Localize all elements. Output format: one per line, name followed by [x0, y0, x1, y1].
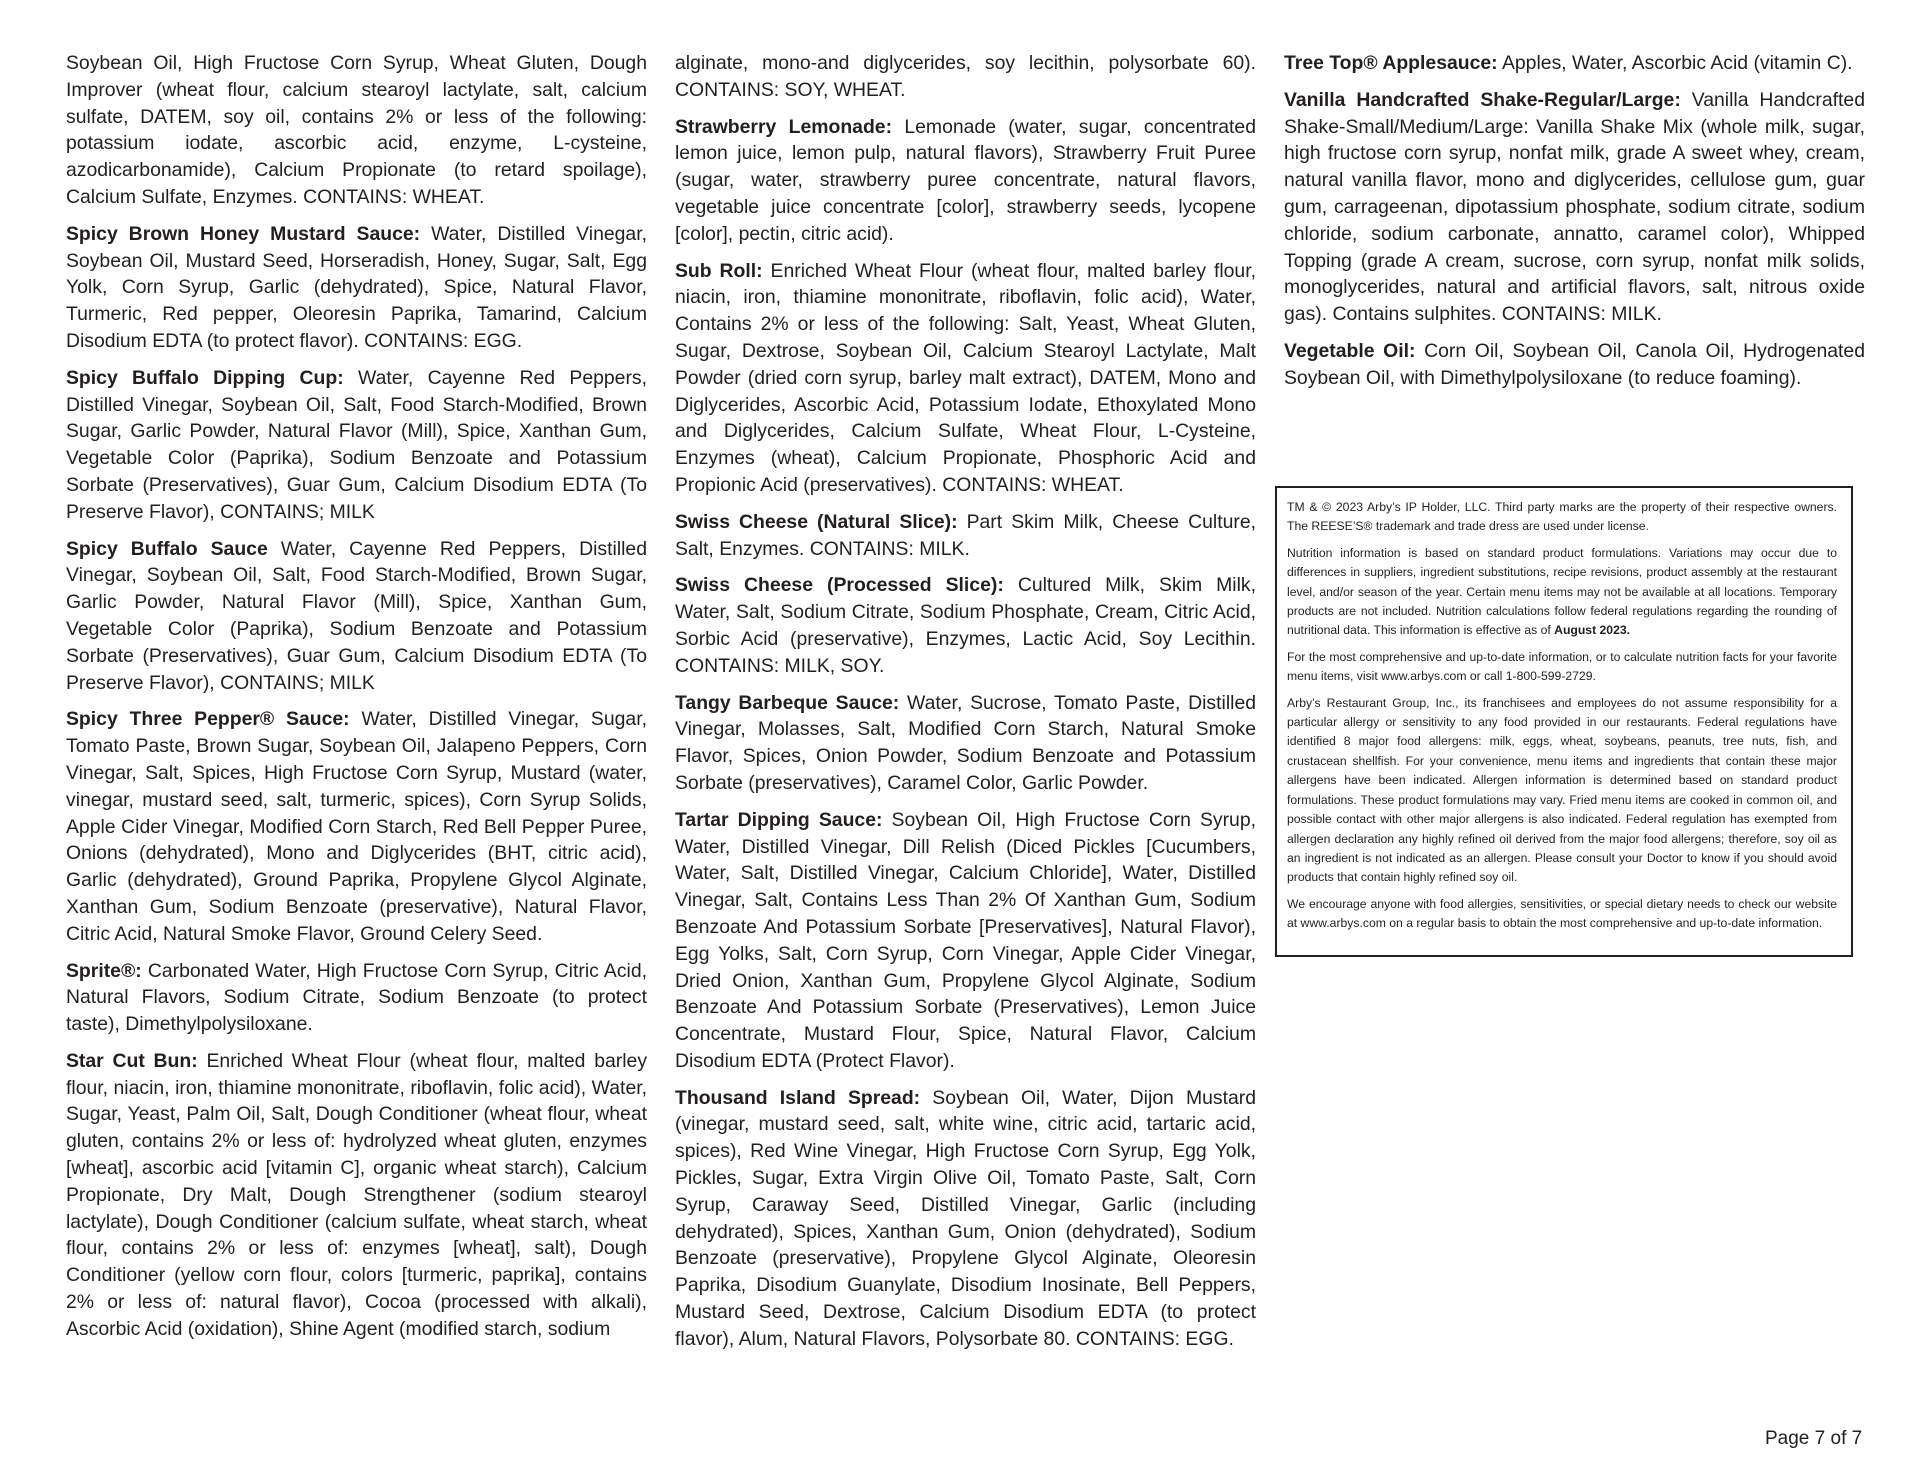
nutrition-info-notice: Nutrition information is based on standard product formulations. Variations may occur due to differences in suppliers, ingredient substitutions, recipe revisions, product assembly at the restaurant level, and/or season of the year. Certain menu items may not be available at all locations. Temporary products are not included. Nutrition calculations follow federal regulations regarding the rounding of nutritional data. This information is effective as of August 2023.	[1287, 545, 1837, 638]
ingredient-entry: Soybean Oil, High Fructose Corn Syrup, Wheat Gluten, Dough Improver (wheat flour, calcium stearoyl lactylate, salt, calcium sulfate, DATEM, soy oil, contains 2% or less of the following: potassium iodate, ascorbic acid, enzyme, L-cysteine, azodicarbonamide), Calcium Propionate (to retard spoilage), Calcium Sulfate, Enzymes. CONTAINS: WHEAT.	[66, 52, 647, 208]
ingredient-entry: Spicy Brown Honey Mustard Sauce: Water, Distilled Vinegar, Soybean Oil, Mustard Seed, Horseradish, Honey, Sugar, Salt, Egg Yolk, Corn Syrup, Garlic (dehydrated), Spice, Natural Flavor, Turmeric, Red pepper, Oleoresin Paprika, Tamarind, Calcium Disodium EDTA (to protect flavor). CONTAINS: EGG.	[66, 222, 647, 352]
ingredient-entry: Spicy Buffalo Dipping Cup: Water, Cayenne Red Peppers, Distilled Vinegar, Soybean Oil, Salt, Food Starch-Modified, Brown Sugar, Garlic Powder, Natural Flavor (Mill), Spice, Xanthan Gum, Vegetable Color (Paprika), Sodium Benzoate and Potassium Sorbate (Preservatives), Guar Gum, Calcium Disodium EDTA (To Preserve Flavor), CONTAINS; MILK	[66, 366, 647, 523]
ingredient-entry: Strawberry Lemonade: Lemonade (water, sugar, concentrated lemon juice, lemon pulp, natural flavors), Strawberry Fruit Puree (sugar, water, strawberry puree concentrate, natural flavors, vegetable juice concentrate [color], strawberry seeds, lycopene [color], pectin, citric acid).	[675, 115, 1256, 245]
ingredient-entry: Swiss Cheese (Natural Slice): Part Skim Milk, Cheese Culture, Salt, Enzymes. CONTAINS: MILK.	[675, 510, 1256, 560]
effective-date: August 2023.	[1554, 623, 1631, 638]
ingredient-entry: Star Cut Bun: Enriched Wheat Flour (wheat flour, malted barley flour, niacin, iron, thiamine mononitrate, riboflavin, folic acid), Water, Sugar, Yeast, Palm Oil, Salt, Dough Conditioner (wheat flour, wheat gluten, contains 2% or less of: hydrolyzed wheat gluten, enzymes [wheat], ascorbic acid [vitamin C], organic wheat starch), Calcium Propionate, Dry Malt, Dough Strengthener (sodium stearoyl lactylate), Dough Conditioner (calcium sulfate, wheat starch, wheat flour, contains 2% or less of: enzymes [wheat], salt), Dough Conditioner (yellow corn flour, colors [turmeric, paprika], contains 2% or less of: natural flavor), Cocoa (processed with alkali), Ascorbic Acid (oxidation), Shine Agent (modified starch, sodium	[66, 1049, 648, 1340]
legal-notice-box	[1275, 486, 1853, 957]
allergen-notice: Arby’s Restaurant Group, Inc., its franchisees and employees do not assume responsibility for a particular allergy or sensitivity to any food provided in our restaurants. Federal regulations have identified 8 major food allergens: milk, eggs, wheat, soybeans, peanuts, tree nuts, fish, and crustacean shellfish. For your convenience, menu items and ingredients that contain these major allergens have been indicated. Allergen information is determined based on standard product formulations. These product formulations may vary. Fried menu items are cooked in common oil, and possible contact with other major allergens is also indicated. Federal regulation has exempted from allergen declaration any highly refined oil derived from the major food allergens; therefore, soy oil as an ingredient is not indicated as an allergen. Please consult your Doctor to know if you should avoid products that contain highly refined soy oil.	[1287, 695, 1837, 885]
website-notice: We encourage anyone with food allergies, sensitivities, or special dietary needs to check our website at www.arbys.com on a regular basis to obtain the most comprehensive and up-to-date information.	[1287, 896, 1837, 931]
ingredient-entry: Tangy Barbeque Sauce: Water, Sucrose, Tomato Paste, Distilled Vinegar, Molasses, Salt, Modified Corn Starch, Natural Smoke Flavor, Spices, Onion Powder, Sodium Benzoate and Potassium Sorbate (preservatives), Caramel Color, Garlic Powder.	[675, 691, 1257, 794]
ingredient-entry: Spicy Buffalo Sauce Water, Cayenne Red Peppers, Distilled Vinegar, Soybean Oil, Salt, Food Starch-Modified, Brown Sugar, Garlic Powder, Natural Flavor (Mill), Spice, Xanthan Gum, Vegetable Color (Paprika), Sodium Benzoate and Potassium Sorbate (Preservatives), Guar Gum, Calcium Disodium EDTA (To Preserve Flavor), CONTAINS; MILK	[66, 537, 648, 694]
ingredients-column-1	[66, 50, 647, 1353]
ingredient-entry: Vegetable Oil: Corn Oil, Soybean Oil, Canola Oil, Hydrogenated Soybean Oil, with Dimethylpolysiloxane (to reduce foaming).	[1284, 339, 1865, 389]
ingredient-entry: Thousand Island Spread: Soybean Oil, Water, Dijon Mustard (vinegar, mustard seed, salt, white wine, citric acid, tartaric acid, spices), Red Wine Vinegar, High Fructose Corn Syrup, Egg Yolk, Pickles, Sugar, Extra Virgin Olive Oil, Tomato Paste, Salt, Corn Syrup, Caraway Seed, Distilled Vinegar, Garlic (including dehydrated), Spices, Xanthan Gum, Onion (dehydrated), Sodium Benzoate (preservative), Propylene Glycol Alginate, Oleoresin Paprika, Disodium Guanylate, Disodium Inosinate, Bell Peppers, Mustard Seed, Dextrose, Calcium Disodium EDTA (to protect flavor), Alum, Natural Flavors, Polysorbate 80. CONTAINS: EGG.	[675, 1086, 1257, 1350]
ingredient-entry: Swiss Cheese (Processed Slice): Cultured Milk, Skim Milk, Water, Salt, Sodium Citrate, Sodium Phosphate, Cream, Citric Acid, Sorbic Acid (preservative), Enzymes, Lactic Acid, Soy Lecithin. CONTAINS: MILK, SOY.	[675, 574, 1257, 677]
contact-notice: For the most comprehensive and up-to-date information, or to calculate nutrition facts for your favorite menu items, visit www.arbys.com or call 1-800-599-2729.	[1287, 649, 1837, 684]
ingredients-column-2	[675, 50, 1256, 1363]
ingredient-entry: Spicy Three Pepper® Sauce: Water, Distilled Vinegar, Sugar, Tomato Paste, Brown Sugar, Soybean Oil, Jalapeno Peppers, Corn Vinegar, Salt, Spices, High Fructose Corn Syrup, Mustard (water, vinegar, mustard seed, salt, turmeric, spices), Corn Syrup Solids, Apple Cider Vinegar, Modified Corn Starch, Red Bell Pepper Puree, Onions (dehydrated), Mono and Diglycerides (BHT, citric acid), Garlic (dehydrated), Ground Paprika, Propylene Glycol Alginate, Xanthan Gum, Sodium Benzoate (preservative), Natural Flavor, Citric Acid, Natural Smoke Flavor, Ground Celery Seed.	[66, 708, 647, 945]
ingredient-entry: Tartar Dipping Sauce: Soybean Oil, High Fructose Corn Syrup, Water, Distilled Vinegar, Dill Relish (Diced Pickles [Cucumbers, Water, Salt, Distilled Vinegar, Calcium Chloride], Water, Distilled Vinegar, Salt, Contains Less Than 2% Of Xanthan Gum, Sodium Benzoate And Potassium Sorbate [Preservatives], Natural Flavor), Egg Yolks, Salt, Corn Syrup, Corn Vinegar, Apple Cider Vinegar, Dried Onion, Xanthan Gum, Propylene Glycol Alginate, Sodium Benzoate And Potassium Sorbate (Preservatives), Lemon Juice Concentrate, Mustard Flour, Spice, Natural Flavor, Calcium Disodium EDTA (Protect Flavor).	[675, 808, 1256, 1072]
ingredient-entry: alginate, mono-and diglycerides, soy lecithin, polysorbate 60). CONTAINS: SOY, WHEAT.	[675, 52, 1256, 101]
ingredient-entry: Tree Top® Applesauce: Apples, Water, Ascorbic Acid (vitamin C).	[1284, 52, 1853, 74]
ingredient-entry: Vanilla Handcrafted Shake-Regular/Large: Vanilla Handcrafted Shake-Small/Medium/Large: Vanilla Shake Mix (whole milk, sugar, high fructose corn syrup, nonfat milk, grade A sweet whey, cream, natural vanilla flavor, mono and diglycerides, cellulose gum, guar gum, carrageenan, dipotassium phosphate, sodium citrate, sodium chloride, sodium carbonate, annatto, caramel color), Whipped Topping (grade A cream, sucrose, corn syrup, nonfat milk solids, monoglycerides, natural and artificial flavors, salt, nitrous oxide gas). Contains sulphites. CONTAINS: MILK.	[1284, 88, 1866, 326]
ingredient-entry: Sub Roll: Enriched Wheat Flour (wheat flour, malted barley flour, niacin, iron, thiamine mononitrate, riboflavin, folic acid), Water, Contains 2% or less of the following: Salt, Yeast, Wheat Gluten, Sugar, Dextrose, Soybean Oil, Calcium Stearoyl Lactylate, Malt Powder (dried corn syrup, barley malt extract), DATEM, Mono and Diglycerides, Ascorbic Acid, Potassium Iodate, Ethoxylated Mono and Diglycerides, Calcium Sulfate, Wheat Flour, L-Cysteine, Enzymes (wheat), Calcium Propionate, Phosphoric Acid and Propionic Acid (preservatives). CONTAINS: WHEAT.	[675, 259, 1256, 496]
trademark-notice: TM & © 2023 Arby’s IP Holder, LLC. Third party marks are the property of their respective owners. The REESE’S® trademark and trade dress are used under license.	[1287, 500, 1837, 534]
ingredients-column-3	[1284, 50, 1865, 402]
page-number: Page 7 of 7	[1765, 1428, 1863, 1449]
ingredient-entry: Sprite®: Carbonated Water, High Fructose Corn Syrup, Citric Acid, Natural Flavors, Sodium Citrate, Sodium Benzoate (to protect taste), Dimethylpolysiloxane.	[66, 959, 647, 1036]
